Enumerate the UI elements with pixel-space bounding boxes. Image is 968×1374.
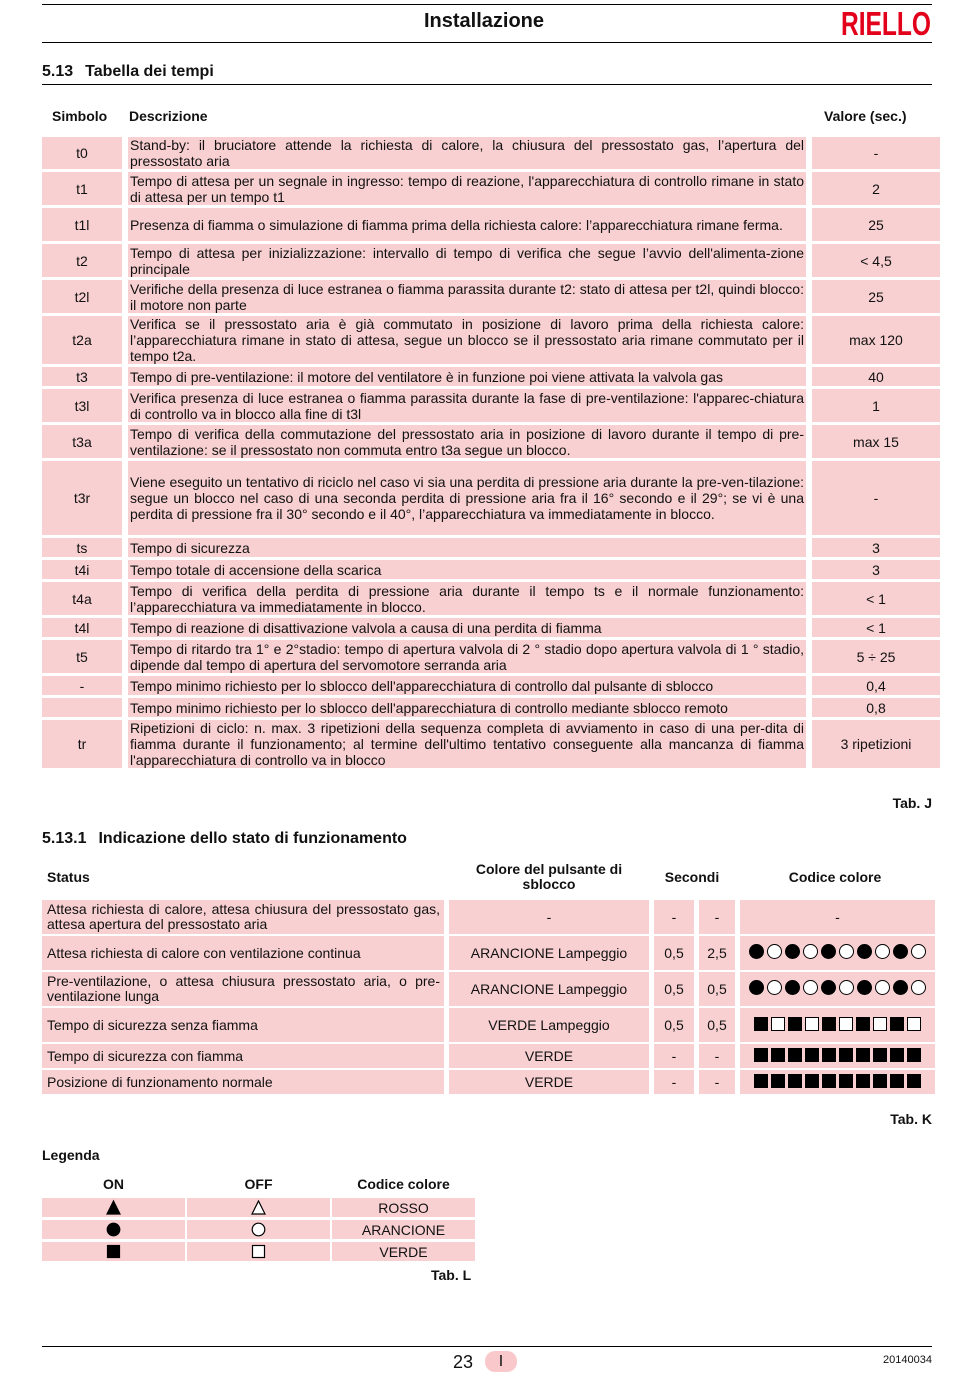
col-header-symbol: Simbolo (52, 108, 108, 124)
circle-filled-icon (749, 980, 764, 995)
legend-row (42, 1242, 476, 1261)
filled-triangle-icon (106, 1200, 121, 1215)
description-cell: Tempo di attesa per inizializzazione: intervallo di tempo di verifica che segue l’avvio dell'alimenta-zione principale (130, 244, 804, 277)
filled-square-icon (106, 1244, 121, 1259)
description-cell: Tempo di ritardo tra 1° e 2°stadio: tempo di apertura valvola di 2 ° stadio dopo apertura valvola di 1 ° stadio, dipende dal tempo di apertura del servomotore serranda aria (130, 640, 804, 673)
symbol-cell: t3r (42, 461, 122, 535)
status-cell: Tempo di sicurezza con fiamma (42, 1044, 444, 1068)
description-cell: Viene eseguito un tentativo di riciclo nel caso vi sia una perdita di pressione aria durante la pre-ven-tilazione: segue un blocco nel caso di una seconda perdita di pressione aria fra il 16° secondo e il 29°; se vi è una perdita di pressione fra il 30° secondo e il 40°, l’apparecchiatura va immediatamente in blocco. (128, 461, 806, 535)
square-outline-icon (907, 1017, 921, 1031)
times-table-row (42, 244, 940, 277)
riello-logo (840, 5, 932, 42)
color-code-cell (740, 1070, 935, 1094)
description-cell: Verifica se il pressostato aria è già commutato in posizione di lavoro prima della richiesta calore: l’apparecchiatura rimane in stato di attesa, segue un blocco se il pressostato aria rimane commutato per il tempo t2a. (130, 316, 804, 364)
description-cell: Tempo di pre-ventilazione: il motore del ventilatore è in funzione poi viene attivata la valvola gas (128, 367, 806, 386)
value-cell: 0,8 (812, 698, 940, 717)
square-filled-icon (754, 1017, 768, 1031)
seconds-off-cell: 0,5 (699, 972, 735, 1006)
value-cell: 2 (812, 172, 940, 205)
description-cell: Tempo totale di accensione della scarica (128, 560, 806, 579)
tab-k-label: Tab. K (890, 1111, 932, 1127)
legend-code-cell: ARANCIONE (332, 1220, 475, 1239)
square-outline-icon (839, 1017, 853, 1031)
square-filled-icon (907, 1048, 921, 1062)
times-table-row (42, 618, 940, 637)
circle-outline-icon (875, 980, 890, 995)
description-cell: Tempo di attesa per un segnale in ingresso: tempo di reazione, l'apparecchiatura di controllo rimane in stato di attesa per un tempo t1 (130, 172, 804, 205)
tab-l-label: Tab. L (431, 1267, 472, 1283)
square-filled-icon (788, 1048, 802, 1062)
times-table-row (42, 538, 940, 557)
times-table (42, 134, 940, 771)
circle-outline-icon (839, 944, 854, 959)
circle-filled-icon (821, 980, 836, 995)
button-color-cell: VERDE (449, 1070, 649, 1094)
seconds-on-cell: - (654, 1044, 694, 1068)
outline-square-icon (251, 1244, 266, 1259)
value-cell: max 120 (812, 316, 940, 364)
color-code-sequence (754, 1017, 921, 1031)
square-filled-icon (822, 1017, 836, 1031)
symbol-cell: t2a (42, 316, 122, 364)
document-code: 20140034 (883, 1354, 932, 1366)
value-cell: 3 ripetizioni (812, 720, 940, 768)
status-table-row (42, 1070, 935, 1094)
circle-outline-icon (875, 944, 890, 959)
logo-text: RIELLO (841, 5, 931, 42)
description-cell: Ripetizioni di ciclo: n. max. 3 ripetizioni della sequenza completa di avviamento in caso di una per-dita di fiamma durante il funzionamento; al termine dell'ultimo tentativo conseguente alla mancanza di fiamma l'apparecchiatura di controllo va in blocco (130, 720, 804, 768)
times-table-row (42, 367, 940, 386)
col-header-color: Colore del pulsante di sblocco (475, 861, 623, 892)
circle-outline-icon (911, 980, 926, 995)
times-table-row (42, 640, 940, 673)
header-bottom-rule (42, 42, 932, 43)
legend-off-cell (187, 1220, 330, 1239)
description-cell: Tempo di reazione di disattivazione valvola a causa di una perdita di fiamma (128, 618, 806, 637)
symbol-cell: tr (42, 720, 122, 768)
symbol-cell: t3 (42, 367, 122, 386)
color-code-cell: - (740, 900, 935, 934)
description-cell: Tempo di sicurezza (128, 538, 806, 557)
symbol-cell: ts (42, 538, 122, 557)
color-code-cell (740, 1008, 935, 1042)
value-cell: 25 (812, 208, 940, 241)
button-color-cell: - (449, 900, 649, 934)
seconds-on-cell: 0,5 (654, 972, 694, 1006)
color-code-sequence (749, 944, 926, 959)
symbol-cell: t1l (42, 208, 122, 241)
status-cell: Pre-ventilazione, o attesa chiusura pressostato aria, o pre-ventilazione lunga (42, 972, 444, 1006)
square-filled-icon (890, 1048, 904, 1062)
seconds-off-cell: - (699, 900, 735, 934)
filled-circle-icon (106, 1222, 121, 1237)
square-filled-icon (839, 1048, 853, 1062)
value-cell: 5 ÷ 25 (812, 640, 940, 673)
status-table-row (42, 936, 935, 970)
square-outline-icon (805, 1017, 819, 1031)
value-cell: - (812, 137, 940, 169)
square-filled-icon (890, 1017, 904, 1031)
circle-outline-icon (803, 944, 818, 959)
subsection-number: 5.13.1 (42, 830, 87, 847)
square-filled-icon (822, 1048, 836, 1062)
button-color-cell: ARANCIONE Lampeggio (449, 936, 649, 970)
symbol-cell: t3a (42, 425, 122, 458)
color-code-cell (740, 936, 935, 970)
symbol-cell (42, 698, 122, 717)
color-code-sequence (749, 980, 926, 995)
legend-title: Legenda (42, 1147, 100, 1163)
circle-filled-icon (893, 944, 908, 959)
circle-filled-icon (785, 980, 800, 995)
times-table-row (42, 582, 940, 615)
color-code-cell (740, 972, 935, 1006)
symbol-cell: t1 (42, 172, 122, 205)
page-number: 23 (453, 1352, 474, 1372)
value-cell: < 1 (812, 582, 940, 615)
col-header-status: Status (47, 869, 90, 885)
value-cell: max 15 (812, 425, 940, 458)
section-number: 5.13 (42, 63, 74, 80)
seconds-on-cell: 0,5 (654, 1008, 694, 1042)
seconds-off-cell: 2,5 (699, 936, 735, 970)
symbol-cell: t4l (42, 618, 122, 637)
legend-off-cell (187, 1198, 330, 1217)
value-cell: < 1 (812, 618, 940, 637)
col-header-description: Descrizione (129, 108, 208, 124)
times-table-row (42, 208, 940, 241)
square-filled-icon (771, 1074, 785, 1088)
section-rule (42, 84, 932, 85)
status-cell: Attesa richiesta di calore, attesa chiusura del pressostato gas, attesa apertura del pressostato aria (42, 900, 444, 934)
seconds-on-cell: - (654, 1070, 694, 1094)
times-table-row (42, 280, 940, 313)
circle-filled-icon (821, 944, 836, 959)
times-table-row (42, 316, 940, 364)
value-cell: 40 (812, 367, 940, 386)
header-top-rule (42, 4, 932, 5)
square-filled-icon (754, 1074, 768, 1088)
symbol-cell: t2 (42, 244, 122, 277)
color-code-sequence (754, 1074, 921, 1088)
symbol-cell: t2l (42, 280, 122, 313)
times-table-row (42, 461, 940, 535)
times-table-row (42, 172, 940, 205)
value-cell: 25 (812, 280, 940, 313)
status-cell: Attesa richiesta di calore con ventilazione continua (42, 936, 444, 970)
square-filled-icon (856, 1017, 870, 1031)
status-table (42, 898, 935, 1096)
circle-filled-icon (749, 944, 764, 959)
circle-filled-icon (857, 944, 872, 959)
status-table-row (42, 900, 935, 934)
status-cell: Tempo di sicurezza senza fiamma (42, 1008, 444, 1042)
status-cell: Posizione di funzionamento normale (42, 1070, 444, 1094)
square-filled-icon (788, 1074, 802, 1088)
page-title: Installazione (423, 10, 545, 32)
description-cell: Presenza di fiamma o simulazione di fiamma prima della richiesta calore: l’apparecchiatura rimane ferma. (128, 208, 806, 241)
value-cell: 3 (812, 560, 940, 579)
legend-header-on: ON (103, 1176, 124, 1192)
square-filled-icon (805, 1074, 819, 1088)
circle-filled-icon (785, 944, 800, 959)
circle-outline-icon (803, 980, 818, 995)
color-code-cell (740, 1044, 935, 1068)
description-cell: Verifica presenza di luce estranea o fiamma parassita durante la fase di pre-ventilazione: l'apparec-chiatura di controllo va in blocco alla fine di t3l (130, 389, 804, 422)
value-cell: 0,4 (812, 676, 940, 695)
circle-outline-icon (839, 980, 854, 995)
value-cell: 1 (812, 389, 940, 422)
value-cell: 3 (812, 538, 940, 557)
description-cell: Verifiche della presenza di luce estranea o fiamma parassita durante t2: stato di attesa per t2l, quindi blocco: il motore non parte (130, 280, 804, 313)
times-table-row (42, 137, 940, 169)
symbol-cell: t3l (42, 389, 122, 422)
language-badge: I (485, 1351, 517, 1372)
legend-on-cell (42, 1198, 185, 1217)
section-heading (42, 63, 214, 81)
seconds-off-cell: - (699, 1070, 735, 1094)
status-table-row (42, 972, 935, 1006)
square-filled-icon (873, 1048, 887, 1062)
circle-filled-icon (893, 980, 908, 995)
col-header-code: Codice colore (788, 869, 882, 885)
seconds-on-cell: - (654, 900, 694, 934)
square-outline-icon (771, 1017, 785, 1031)
symbol-cell: t4i (42, 560, 122, 579)
value-cell: - (812, 461, 940, 535)
subsection-title: Indicazione dello stato di funzionamento (98, 830, 407, 847)
legend-off-cell (187, 1242, 330, 1261)
tab-j-label: Tab. J (892, 795, 932, 811)
square-filled-icon (822, 1074, 836, 1088)
square-filled-icon (856, 1074, 870, 1088)
symbol-cell: - (42, 676, 122, 695)
square-filled-icon (788, 1017, 802, 1031)
square-filled-icon (805, 1048, 819, 1062)
symbol-cell: t4a (42, 582, 122, 615)
description-cell: Tempo di verifica della commutazione del pressostato aria in posizione di lavoro durante il tempo di pre-ventilazione: se il pressostato non commuta entro t3a segue un blocco. (130, 425, 804, 458)
square-filled-icon (856, 1048, 870, 1062)
square-filled-icon (754, 1048, 768, 1062)
col-header-value: Valore (sec.) (824, 108, 907, 124)
button-color-cell: VERDE Lampeggio (449, 1008, 649, 1042)
legend-header-off: OFF (244, 1176, 273, 1192)
circle-outline-icon (911, 944, 926, 959)
legend-code-cell: ROSSO (332, 1198, 475, 1217)
symbol-cell: t5 (42, 640, 122, 673)
subsection-heading (42, 830, 407, 848)
description-cell: Tempo di verifica della perdita di pressione aria durante il tempo ts e il normale funzionamento: l’apparecchiatura va immediatamente in blocco. (130, 582, 804, 615)
legend-on-cell (42, 1220, 185, 1239)
legend-row (42, 1198, 476, 1217)
legend-on-cell (42, 1242, 185, 1261)
square-filled-icon (839, 1074, 853, 1088)
legend-header-code: Codice colore (357, 1176, 450, 1192)
times-table-row (42, 560, 940, 579)
legend-row (42, 1220, 476, 1239)
times-table-row (42, 425, 940, 458)
outline-triangle-icon (251, 1200, 266, 1215)
times-table-row (42, 389, 940, 422)
footer-rule (42, 1346, 932, 1347)
seconds-off-cell: 0,5 (699, 1008, 735, 1042)
square-filled-icon (890, 1074, 904, 1088)
seconds-on-cell: 0,5 (654, 936, 694, 970)
square-filled-icon (771, 1048, 785, 1062)
legend-code-cell: VERDE (332, 1242, 475, 1261)
description-cell: Tempo minimo richiesto per lo sblocco dell'apparecchiatura di controllo mediante sblocco remoto (128, 698, 806, 717)
square-filled-icon (873, 1074, 887, 1088)
status-table-row (42, 1044, 935, 1068)
description-cell: Stand-by: il bruciatore attende la richiesta di calore, la chiusura del pressostato gas, l’apertura del pressostato aria (130, 137, 804, 169)
circle-outline-icon (767, 944, 782, 959)
circle-outline-icon (767, 980, 782, 995)
square-filled-icon (907, 1074, 921, 1088)
times-table-row (42, 676, 940, 695)
outline-circle-icon (251, 1222, 266, 1237)
status-table-row (42, 1008, 935, 1042)
color-code-sequence (754, 1048, 921, 1062)
circle-filled-icon (857, 980, 872, 995)
times-table-row (42, 698, 940, 717)
section-title: Tabella dei tempi (85, 63, 214, 80)
value-cell: < 4,5 (812, 244, 940, 277)
symbol-cell: t0 (42, 137, 122, 169)
button-color-cell: VERDE (449, 1044, 649, 1068)
description-cell: Tempo minimo richiesto per lo sblocco dell'apparecchiatura di controllo dal pulsante di sblocco (128, 676, 806, 695)
button-color-cell: ARANCIONE Lampeggio (449, 972, 649, 1006)
col-header-seconds: Secondi (664, 869, 720, 885)
times-table-row (42, 720, 940, 768)
square-outline-icon (873, 1017, 887, 1031)
seconds-off-cell: - (699, 1044, 735, 1068)
